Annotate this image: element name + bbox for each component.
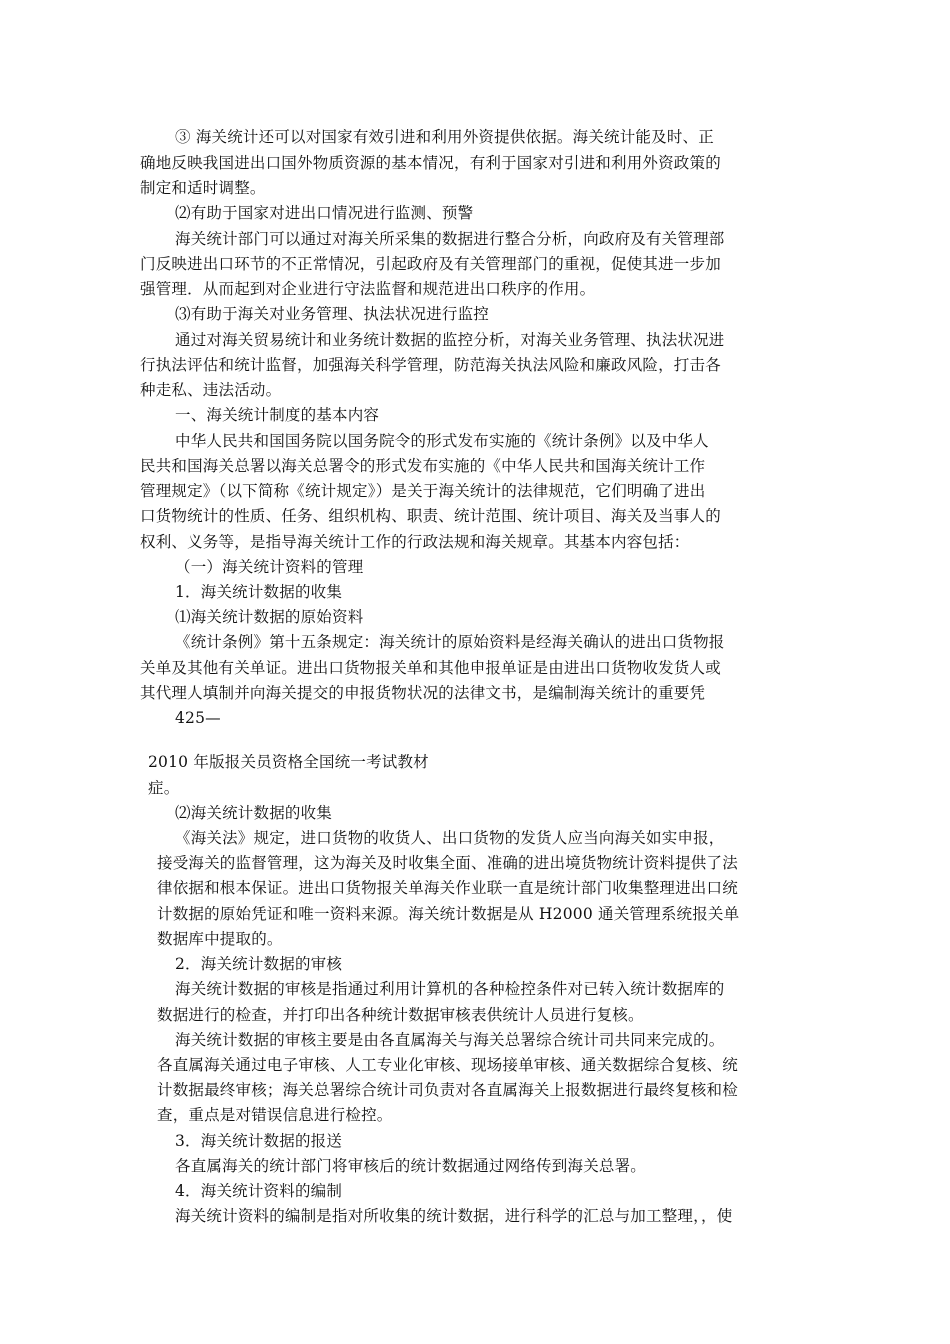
text-line: 通过对海关贸易统计和业务统计数据的监控分析，对海关业务管理、执法状况进: [175, 331, 725, 349]
text-line: 口货物统计的性质、任务、组织机构、职责、统计范围、统计项目、海关及当事人的: [140, 507, 721, 525]
subsection-heading: （一）海关统计资料的管理: [175, 558, 364, 576]
text-line: 确地反映我国进出口国外物质资源的基本情况，有利于国家对引进和利用外资政策的: [140, 154, 721, 172]
text-line: 数据进行的检查，并打印出各种统计数据审核表供统计人员进行复核。: [157, 1006, 644, 1024]
text-line: 门反映进出口环节的不正常情况，引起政府及有关管理部门的重视，促使其进一步加: [140, 255, 721, 273]
text-line: 计数据最终审核；海关总署综合统计司负责对各直属海关上报数据进行最终复核和检: [157, 1081, 738, 1099]
text-line: 症。: [148, 779, 180, 797]
text-line: 民共和国海关总署以海关总署令的形式发布实施的《中华人民共和国海关统计工作: [140, 457, 706, 475]
text-line: 强管理．从而起到对企业进行守法监督和规范进出口秩序的作用。: [140, 280, 596, 298]
item-heading: 2．海关统计数据的审核: [175, 955, 343, 973]
section-heading: 一、海关统计制度的基本内容: [175, 406, 380, 424]
page-number: 425—: [175, 709, 221, 727]
text-line: 中华人民共和国国务院以国务院令的形式发布实施的《统计条例》以及中华人: [175, 432, 709, 450]
text-line: ⑶有助于海关对业务管理、执法状况进行监控: [175, 305, 490, 323]
text-line: 管理规定》（以下简称《统计规定》）是关于海关统计的法律规范，它们明确了进出: [140, 482, 706, 500]
text-line: 权利、义务等，是指导海关统计工作的行政法规和海关规章。其基本内容包括：: [140, 533, 690, 551]
text-line: ⑵有助于国家对进出口情况进行监测、预警: [175, 204, 474, 222]
text-line: 各直属海关通过电子审核、人工专业化审核、现场接单审核、通关数据综合复核、统: [157, 1056, 738, 1074]
running-header: 2010 年版报关员资格全国统一考试教材: [148, 753, 429, 771]
text-line: 关单及其他有关单证。进出口货物报关单和其他申报单证是由进出口货物收发货人或: [140, 659, 721, 677]
text-line: 《统计条例》第十五条规定：海关统计的原始资料是经海关确认的进出口货物报: [175, 633, 725, 651]
text-line: 计数据的原始凭证和唯一资料来源。海关统计数据是从 H2000 通关管理系统报关单: [157, 905, 740, 923]
text-line: 律依据和根本保证。进出口货物报关单海关作业联一直是统计部门收集整理进出口统: [157, 879, 738, 897]
text-line: 行执法评估和统计监督，加强海关科学管理，防范海关执法风险和廉政风险，打击各: [140, 356, 721, 374]
text-line: 其代理人填制并向海关提交的申报货物状况的法律文书，是编制海关统计的重要凭: [140, 684, 706, 702]
text-line: 海关统计数据的审核是指通过利用计算机的各种检控条件对已转入统计数据库的: [175, 980, 725, 998]
text-line: 海关统计资料的编制是指对所收集的统计数据，进行科学的汇总与加工整理，，使: [175, 1207, 733, 1225]
text-line: 《海关法》规定，进口货物的收货人、出口货物的发货人应当向海关如实申报，: [175, 829, 725, 847]
text-line: 查，重点是对错误信息进行检控。: [157, 1106, 393, 1124]
text-line: 海关统计数据的审核主要是由各直属海关与海关总署综合统计司共同来完成的。: [175, 1031, 725, 1049]
item-heading: 3．海关统计数据的报送: [175, 1132, 343, 1150]
item-heading: ⑴海关统计数据的原始资料: [175, 608, 364, 626]
text-line: 各直属海关的统计部门将审核后的统计数据通过网络传到海关总署。: [175, 1157, 647, 1175]
item-heading: 4．海关统计资料的编制: [175, 1182, 343, 1200]
text-line: 数据库中提取的。: [157, 930, 283, 948]
text-line: 接受海关的监督管理，这为海关及时收集全面、准确的进出境货物统计资料提供了法: [157, 854, 738, 872]
text-line: 种走私、违法活动。: [140, 381, 282, 399]
item-heading: 1．海关统计数据的收集: [175, 583, 343, 601]
item-heading: ⑵海关统计数据的收集: [175, 804, 333, 822]
text-line: ③ 海关统计还可以对国家有效引进和利用外资提供依据。海关统计能及时、正: [175, 128, 714, 146]
text-line: 海关统计部门可以通过对海关所采集的数据进行整合分析，向政府及有关管理部: [175, 230, 725, 248]
text-line: 制定和适时调整。: [140, 179, 266, 197]
